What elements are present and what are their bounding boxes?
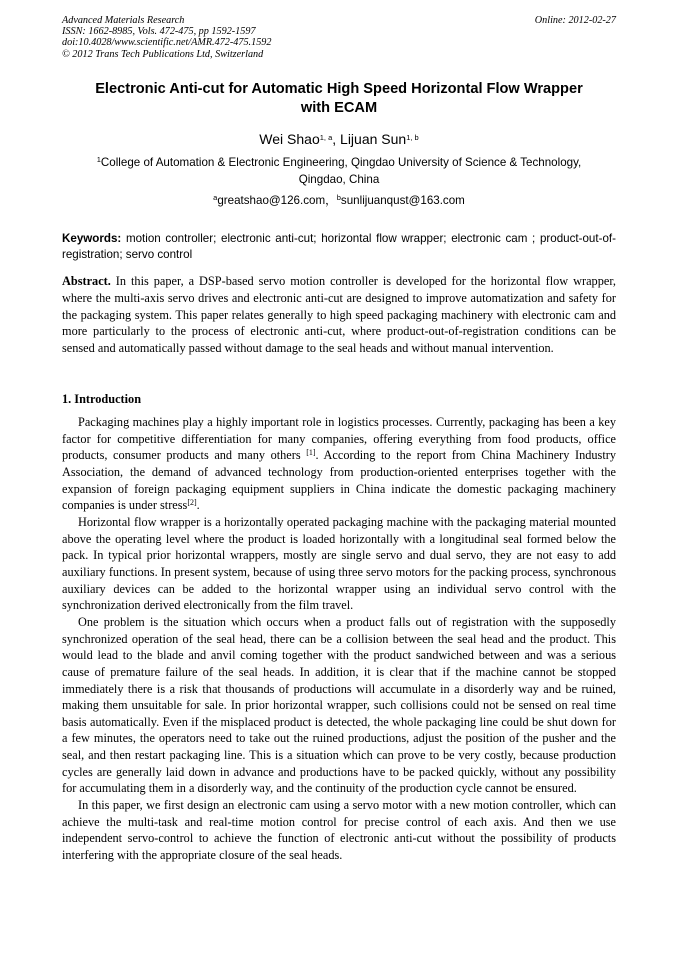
keywords-text: motion controller; electronic anti-cut; horizontal flow wrapper; electronic cam ; product-out-of-registration; servo control [62,232,616,261]
affiliation-line-2: Qingdao, China [298,172,380,186]
author-emails [62,193,616,209]
paragraph-1-text-c: . [196,498,200,513]
abstract-label: Abstract. [62,274,111,288]
email-b-mark: b [336,193,341,202]
section-heading-introduction: 1. Introduction [62,392,142,406]
paragraph-1-text-b: . According to the report from China Machinery Industry Association, the demand of advanced technology from production-oriented enterprises together with the expansion of foreign packaging equipment suppliers in China indicate the domestic packaging machinery companies is under stress [62,448,616,513]
author-1-name: Wei Shao [259,131,320,147]
paragraph-1 [62,414,616,514]
email-a-mark: a [213,193,218,202]
journal-name: Advanced Materials Research [62,15,185,26]
citation-ref-1[interactable]: [1] [306,448,316,458]
author-2-affil-mark: 1, b [406,133,419,142]
paragraph-1-text-a: Packaging machines play a highly important role in logistics processes. Currently, packaging has been a key factor for competitive differentiation for many companies, offering everything from food products, office products, consumer products and many others [62,415,616,463]
introduction-body [62,414,616,864]
author-1-affil-mark: 1, a [319,133,333,142]
abstract-text: In this paper, a DSP-based servo motion controller is developed for the horizontal flow wrapper, where the multi-axis servo drives and electronic anti-cut are designed to improve automatization and safety for the packaging system. This paper relates generally to high speed packaging machinery with electronic cam and more particularly to the process of electronic anti-cut, where product-out-of-registration conditions can be sensed and automatically passed without damage to the seal heads and without manual intervention. [62,274,616,356]
title-line-2: with ECAM [300,100,378,116]
doi-line: doi:10.4028/www.scientific.net/AMR.472-475.1592 [62,37,272,49]
email-b[interactable]: sunlijuanqust@163.com [340,194,465,207]
paper-title [62,80,616,118]
paragraph-3: One problem is the situation which occurs when a product falls out of registration with the supposedly synchronized operation of the seal head, there can be a collision between the seal head and the product. This would lead to the blade and anvil coming together with the product sandwiched between and was a serious cause of premature failure of the seal heads. In addition, it is clear that if the machine cannot be stopped immediately there is a risk that thousands of productions will accumulate in a disorderly way and be ruined, making them unsuitable for sale. In prior horizontal wrapper, such collisions could not be sensed on real time basis automatically. Even if the misplaced product is detected, the whole packaging line could be shut down for a few minutes, the operators need to take out the ruined productions, adjust the position of the pusher and the seal, and then restart packaging line. This is a situation which can prove to be very costly, because production cycles are generally laid down in advance and productions have to be packed quickly, without any possibility for accumulating them in a disorderly way, and the continuity of the production cycle cannot be ensured. [62,614,616,796]
affiliation-mark: 1 [96,155,101,164]
title-line-1: Electronic Anti-cut for Automatic High Speed Horizontal Flow Wrapper [95,81,583,97]
email-a[interactable]: greatshao@126.com [217,194,326,207]
paragraph-2: Horizontal flow wrapper is a horizontally operated packaging machine with the packaging material mounted above the operating level where the product is loaded horizontally with a longitudinal seal formed below the pack. In typical prior horizontal wrappers, mostly are single servo and dual servo, they are not easy to add auxiliary functions. In present system, because of using three servo motors for the packing process, synchronous auxiliary devices can be added to the horizontal wrapper using an individual servo control with the synchronization derived electronically from the film travel. [62,514,616,613]
email-separator: ， [325,194,337,207]
author-list [62,130,616,148]
paragraph-4: In this paper, we first design an electronic cam using a servo motor with a new motion controller, which can achieve the multi-task and real-time motion control for precise control of each axis. And then we use independent servo-control to achieve the function of electronic anti-cut without the possibility of products interfering with the appropriate closure of the seal heads. [62,798,616,863]
journal-header [62,15,616,60]
affiliation [62,155,616,188]
online-date: Online: 2012-02-27 [534,15,616,26]
abstract [62,273,616,357]
author-2-name: Lijuan Sun [340,131,407,147]
keywords-label: Keywords: [62,232,122,245]
author-separator: , [332,131,341,147]
citation-ref-2[interactable]: [2] [187,498,197,508]
keywords [62,231,616,263]
copyright-line: © 2012 Trans Tech Publications Ltd, Switzerland [62,48,264,60]
affiliation-line-1: College of Automation & Electronic Engineering, Qingdao University of Science & Technology, [100,156,582,169]
issn-line: ISSN: 1662-8985, Vols. 472-475, pp 1592-1597 [62,26,256,38]
